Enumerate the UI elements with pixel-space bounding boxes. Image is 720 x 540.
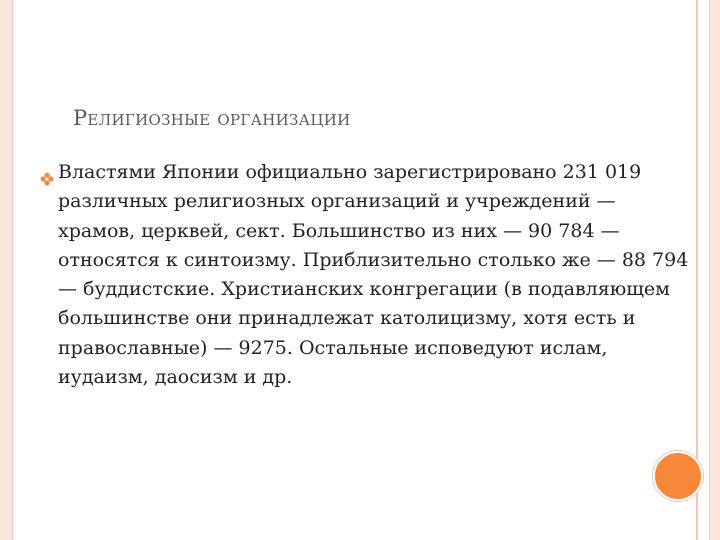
decorative-circle xyxy=(653,451,703,501)
slide xyxy=(12,0,710,540)
slide-title: Религиозные организации xyxy=(73,106,351,130)
bullet-icon xyxy=(40,172,54,186)
body-paragraph: Властями Японии официально зарегистрировано 231 019 различных религиозных организаций и учреждений — храмов, церквей, сект. Большинство из них — 90 784 — относятся к синтоизму. Приблизительно столько же — 88 794 — буддистские. Христианских конгрегации (в подавляющем большинстве они принадлежат католицизму, хотя есть и православные) — 9275. Остальные исповедуют ислам, иудаизм, даосизм и др. xyxy=(58,161,689,389)
